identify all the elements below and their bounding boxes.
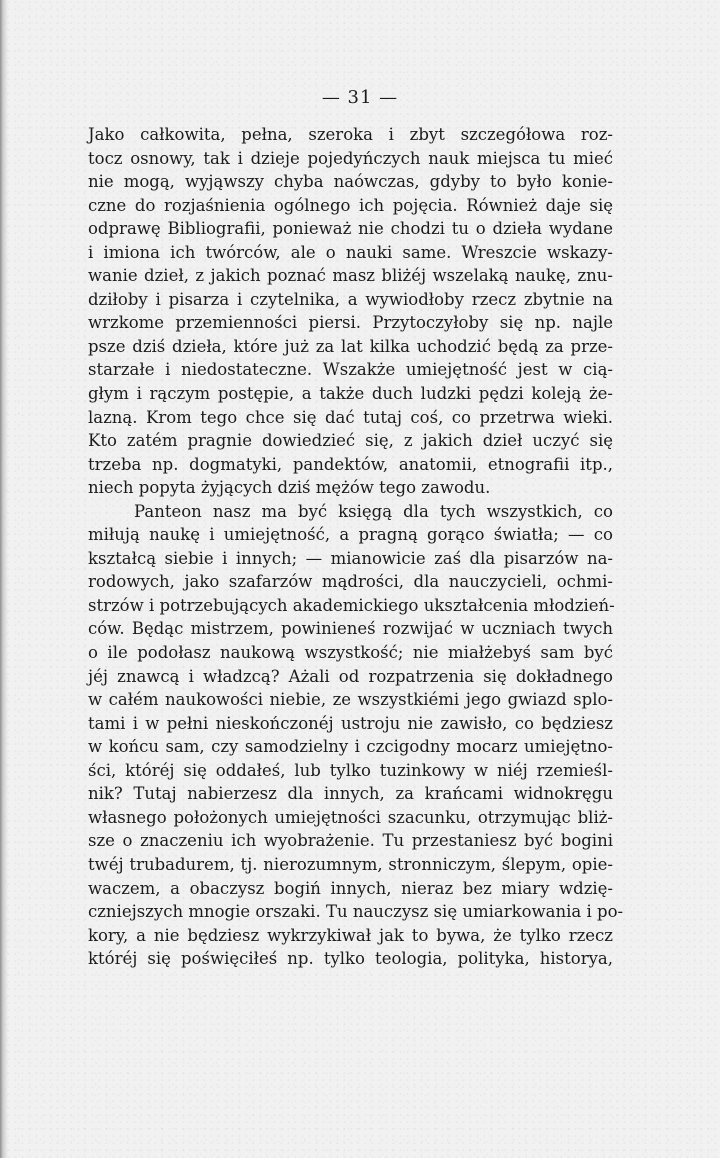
text-line: miłują naukę i umiejętność, a pragną gorąco światła; — co [88,525,613,545]
text-line: nie mogą, wyjąwszy chyba naówczas, gdyby to było konie- [88,172,613,192]
text-line: odprawę Bibliografii, ponieważ nie chodzi tu o dzieła wydane [88,219,613,239]
text-line: o ile podołasz naukową wszystkość; nie miałżebyś sam być [88,643,613,663]
text-line: strzów i potrzebujących akademickiego ukształcenia młodzień- [88,595,615,615]
text-line: twéj trubadurem, tj. nierozumnym, stronniczym, ślepym, opie- [88,854,613,874]
text-line: trzeba np. dogmatyki, pandektów, anatomii, etnografii itp., [88,454,613,474]
text-line: lazną. Krom tego chce się dać tutaj coś, co przetrwa wieki. [88,407,613,427]
page-binding-edge [0,0,8,1158]
text-line: wrzkome przemienności piersi. Przytoczyłoby się np. najle [88,313,613,333]
text-line: tami i w pełni nieskończonéj ustroju nie zawisło, co będziesz [88,713,613,733]
text-line: kory, a nie będziesz wykrzykiwał jak to bywa, że tylko rzecz [88,925,613,945]
text-line: Kto zatém pragnie dowiedzieć się, z jakich dzieł uczyć się [88,431,613,451]
text-line: ców. Będąc mistrzem, powinieneś rozwijać w uczniach twych [88,619,613,639]
page-number: — 31 — [321,87,399,108]
text-line: waczem, a obaczysz bogiń innych, nieraz bez miary wdzię- [88,878,613,898]
text-line: Panteon nasz ma być księgą dla tych wszystkich, co [134,501,613,521]
text-line: w końcu sam, czy samodzielny i czcigodny mocarz umiejętno- [88,737,613,757]
text-line: starzałe i niedostateczne. Wszakże umiejętność jest w cią- [88,360,613,380]
text-line: któréj się poświęciłeś np. tylko teologia, polityka, historya, [88,949,613,969]
text-line: nik? Tutaj nabierzesz dla innych, za krańcami widnokręgu [88,784,613,804]
text-line: psze dziś dzieła, które już za lat kilka uchodzić będą za prze- [88,336,613,356]
body-text [88,123,624,971]
text-line: niech popyta żyjących dziś mężów tego zawodu. [88,478,491,498]
text-line: Jako całkowita, pełna, szeroka i zbyt szczegółowa roz- [88,125,613,144]
text-line: sze o znaczeniu ich wyobrażenie. Tu przestaniesz być bogini [88,831,613,851]
text-line: w całém naukowości niebie, ze wszystkiémi jego gwiazd splo- [88,690,613,710]
text-line: i imiona ich twórców, ale o nauki same. Wreszcie wskazy- [88,242,613,262]
text-line: dziłoby i pisarza i czytelnika, a wywiodłoby rzecz zbytnie na [88,289,613,309]
text-line: czniejszych mnogie orszaki. Tu nauczysz się umiarkowania i po- [88,902,624,922]
text-line: wanie dzieł, z jakich poznać masz bliżéj wszelaką naukę, znu- [88,266,613,286]
text-line: kształcą siebie i innych; — mianowicie zaś dla pisarzów na- [88,548,613,568]
text-line: własnego położonych umiejętności szacunku, otrzymując bliż- [88,807,613,827]
text-line: jéj znawcą i władzcą? Ażali od rozpatrzenia się dokładnego [88,666,613,686]
text-line: czne do rozjaśnienia ogólnego ich pojęcia. Również daje się [88,195,613,215]
text-line: tocz osnowy, tak i dzieje pojedyńczych nauk miejsca tu mieć [88,148,613,168]
text-line: głym i rączym postępie, a także duch ludzki pędzi koleją że- [88,384,613,404]
text-line: ści, któréj się oddałeś, lub tylko tuzinkowy w niéj rzemieśl- [88,760,613,780]
text-line: rodowych, jako szafarzów mądrości, dla nauczycieli, ochmi- [88,572,613,592]
